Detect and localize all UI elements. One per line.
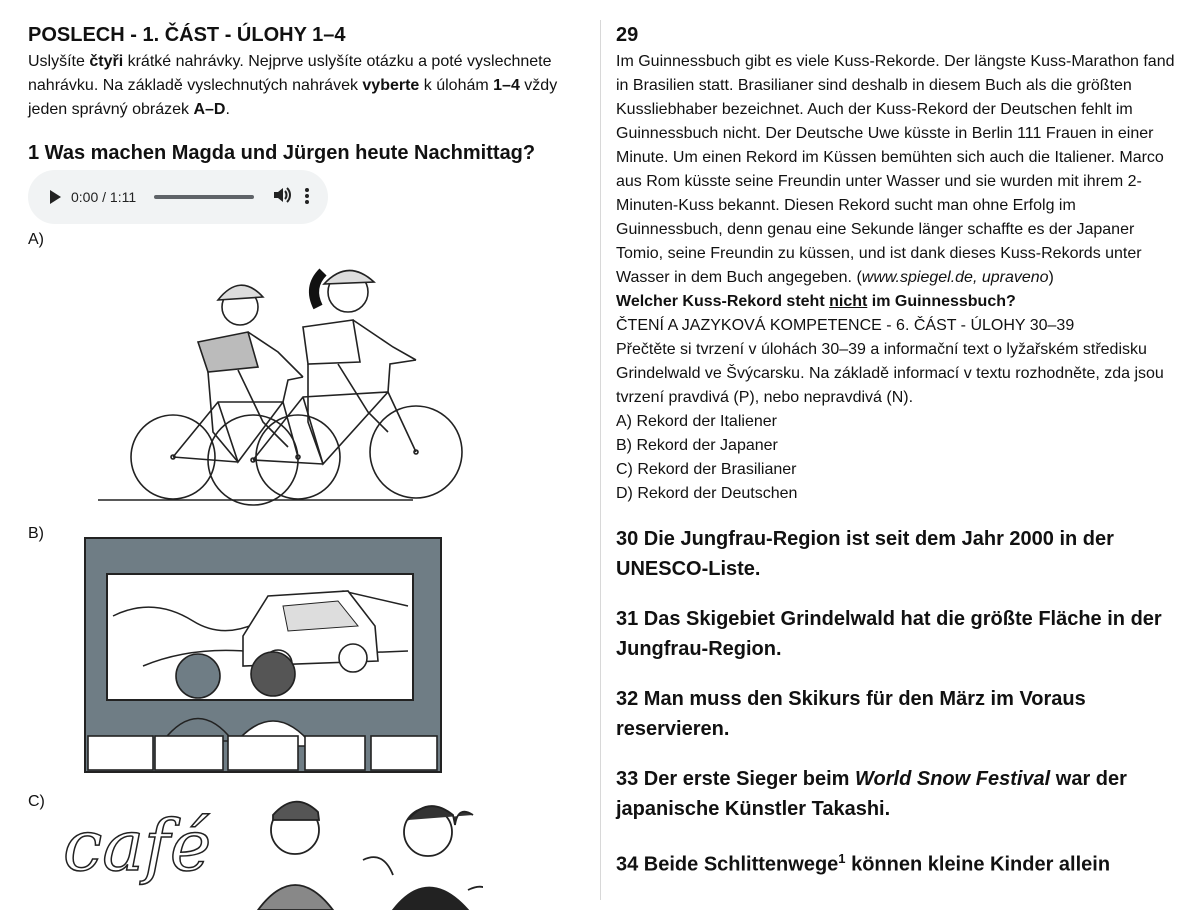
audio-progress-slider[interactable] [154,195,254,199]
question-underline: nicht [829,293,868,310]
volume-icon[interactable] [272,186,292,209]
answer-option-c[interactable]: C) Rekord der Brasilianer [616,461,797,478]
option-a-label: A) [28,231,44,248]
task-question [616,290,1176,314]
statement-emphasis: World Snow Festival [855,768,1051,790]
passage-source: www.spiegel.de, upraveno [861,269,1049,286]
statement-31: 31 Das Skigebiet Grindelwald hat die größte Fläche in der Jungfrau-Region. [616,608,1162,660]
kiss-record-passage [616,50,1176,290]
section-title: POSLECH - 1. ČÁST - ÚLOHY 1–4 [28,24,346,46]
task-number: 29 [616,24,639,46]
statement-34 [616,844,1176,880]
answer-option-d[interactable]: D) Rekord der Deutschen [616,485,798,502]
statement-text: war der japanische Künstler Takashi. [616,768,1127,820]
statement-33 [616,764,1176,824]
instr-text: . [225,101,230,118]
question-1: 1 Was machen Magda und Jürgen heute Nachmittag? [28,142,536,164]
footnote-mark: 1 [838,851,846,866]
reading-section [616,20,1176,880]
question-text: im Guinnessbuch? [867,293,1016,310]
passage-text: Im Guinnessbuch gibt es viele Kuss-Rekorde. Der längste Kuss-Marathon fand in Brasilien statt. Brasilianer sind deshalb in diesem Buch als die größten Kussliebhaber bezeichnet. Auch der Kuss-Rekord der Deutschen fehlt im Guinnessbuch nicht. Der Deutsche Uwe küsste in Berlin 111 Frauen in einer Minute. Um einen Rekord im Küssen bemühten sich auch die Italiener. Marco aus Rom küsste seine Freundin unter Wasser und sie wurden mit ihrem 2-Minuten-Kuss bekannt. Diesen Rekord sucht man ohne Erfolg im Guinnessbuch, denn genau eine Sekunde länger schaffte es der Japaner Tomio, seine Freundin zu küssen, und ist dank dieses Kuss-Rekords unter Wasser in dem Buch angegeben. ( [616,53,1175,286]
instr-text: k úlohám [419,77,494,94]
listening-section [28,20,588,910]
instr-bold: 1–4 [493,77,520,94]
bicycle-riders-icon[interactable] [98,252,498,512]
more-options-icon[interactable] [302,187,312,208]
instr-bold: čtyři [89,53,124,70]
statement-text: 33 Der erste Sieger beim [616,768,856,790]
instr-text: Uslyšíte [28,53,90,70]
cafe-sign-text: café [63,805,212,887]
option-b-label: B) [28,525,44,542]
reading-instructions: Přečtěte si tvrzení v úlohách 30–39 a informační text o lyžařském středisku Grindelwald ve Švýcarsku. Na základě informací v textu rozhodněte, zda jsou tvrzení pravdivá (P), nebo nepravdivá (N). [616,341,1164,406]
instr-text: vždy jeden správný obrázek [28,77,558,118]
answer-option-a[interactable]: A) Rekord der Italiener [616,413,777,430]
instr-bold: vyberte [362,77,420,94]
play-icon[interactable] [50,190,61,204]
reading-section-title: ČTENÍ A JAZYKOVÁ KOMPETENCE - 6. ČÁST - ÚLOHY 30–39 [616,317,1075,334]
statement-text: können kleine Kinder allein [845,853,1111,876]
cafe-icon[interactable] [63,790,483,910]
option-c-label: C) [28,793,45,810]
instr-bold: A–D [193,101,226,118]
cinema-icon[interactable] [83,536,443,776]
instr-text: krátké nahrávky. Nejprve uslyšíte otázku a poté vyslechnete nahrávku. Na základě vyslechnutých nahrávek [28,53,552,94]
instructions [28,50,588,122]
audio-player[interactable] [28,170,328,224]
answer-option-b[interactable]: B) Rekord der Japaner [616,437,778,454]
statement-text: 34 Beide Schlittenwege [616,853,839,876]
audio-time: 0:00 / 1:11 [71,189,137,205]
question-text: Welcher Kuss-Rekord steht [616,293,830,310]
statement-30: 30 Die Jungfrau-Region ist seit dem Jahr 2000 in der UNESCO-Liste. [616,528,1114,580]
column-divider [600,20,601,900]
statement-32: 32 Man muss den Skikurs für den März im Voraus reservieren. [616,688,1086,740]
passage-source-close: ) [1048,269,1054,286]
